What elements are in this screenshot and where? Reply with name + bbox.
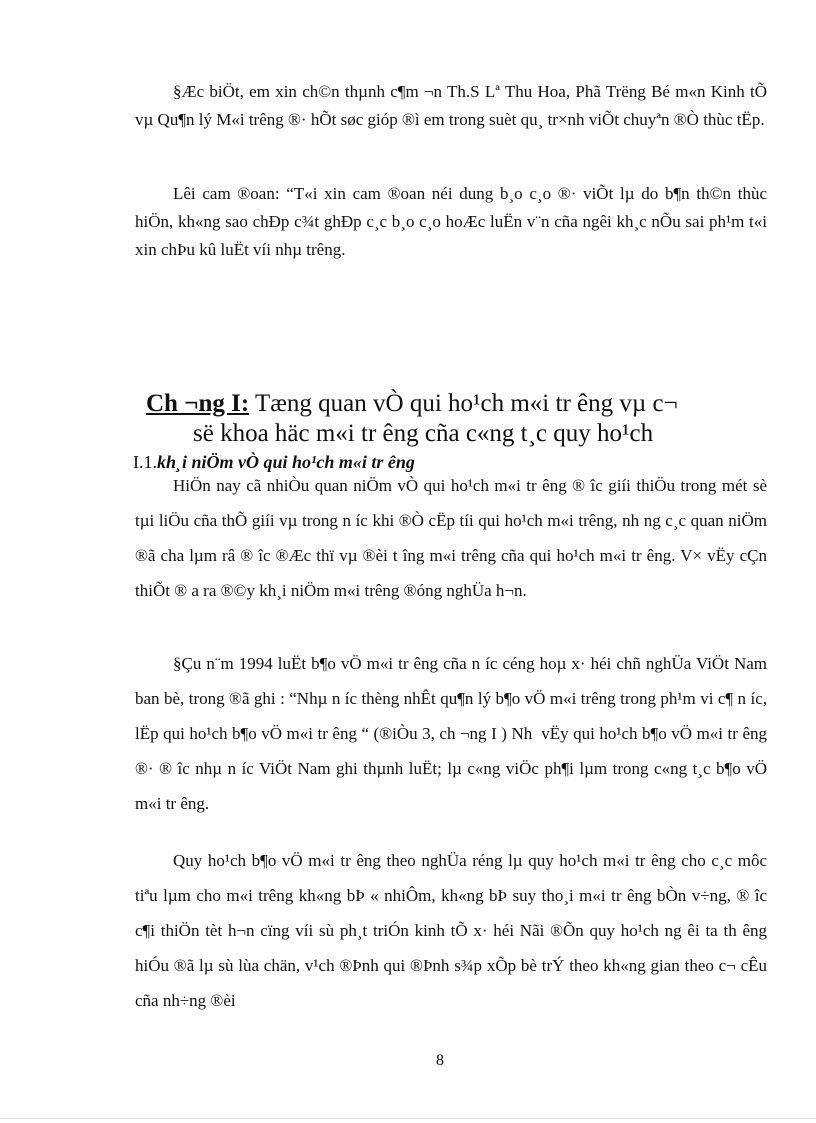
section-number: I.1. — [133, 452, 157, 472]
chapter-heading-line1 — [146, 389, 786, 419]
section-title: kh¸i niÖm vÒ qui ho¹ch m«i tr êng — [157, 452, 415, 472]
body-paragraph-2: §Çu n¨m 1994 luËt b¶o vÖ m«i tr êng cña n íc céng hoµ x· héi chñ nghÜa ViÖt Nam ban bè, trong ®ã ghi : “Nhµ n íc thèng nhÊt qu¶n lý b¶o vÖ m«i trêng trong ph¹m vi c¶ n íc, lËp qui ho¹ch b¶o vÖ m«i tr êng “ (®iÒu 3, ch ¬ng I ) Nh vËy qui ho¹ch b¶o vÖ m«i tr êng ®· ® îc nhµ n íc ViÖt Nam ghi thµnh luËt; lµ c«ng viÖc ph¶i lµm trong c«ng t¸c b¶o vÖ m«i tr êng. — [135, 654, 767, 813]
chapter-heading-line2: së khoa häc m«i tr êng cña c«ng t¸c quy ho¹ch — [193, 420, 654, 447]
page-bottom-divider — [0, 1118, 816, 1119]
chapter-label: Ch ¬ng I: — [146, 390, 250, 417]
page-number: 8 — [436, 1052, 444, 1069]
body-paragraph-3: Quy ho¹ch b¶o vÖ m«i tr êng theo nghÜa réng lµ quy ho¹ch m«i tr êng cho c¸c môc tiªu lµm cho m«i trêng kh«ng bÞ « nhiÔm, kh«ng bÞ suy tho¸i m«i tr êng bÒn v÷ng, ® îc c¶i thiÖn tèt h¬n cïng víi sù ph¸t triÓn kinh tÕ x· héi Nãi ®Õn quy ho¹ch ng êi ta th êng hiÓu ®ã lµ sù lùa chän, v¹ch ®Þnh qui ®Þnh s¾p xÕp bè trÝ theo kh«ng gian theo c¬ cÊu cña nh÷ng ®èi — [135, 851, 767, 1010]
chapter-title-part1: Tæng quan vÒ qui ho¹ch m«i tr êng vµ c¬ — [249, 390, 678, 417]
acknowledgement-paragraph: §Æc biÖt, em xin ch©n thµnh c¶m ¬n Th.S Lª Thu Hoa, Phã Trëng Bé m«n Kinh tÕ vµ Qu¶n lý M«i trêng ®· hÕt søc gióp ®ì em trong suèt qu¸ tr×nh viÕt chuyªn ®Ò thùc tËp. — [135, 82, 767, 129]
body-paragraph-1: HiÖn nay cã nhiÒu quan niÖm vÒ qui ho¹ch m«i tr êng ® îc giíi thiÖu trong mét sè tµi liÖu cña thÕ giíi vµ trong n íc khi ®Ò cËp tíi qui ho¹ch m«i trêng, nh ng c¸c quan niÖm ®ã cha lµm râ ® îc ®Æc thï vµ ®èi t îng m«i trêng cña qui ho¹ch m«i tr êng. V× vËy cÇn thiÕt ® a ra ®©y kh¸i niÖm m«i trêng ®óng nghÜa h¬n. — [135, 476, 767, 600]
pledge-paragraph: Lêi cam ®oan: “T«i xin cam ®oan néi dung b¸o c¸o ®· viÕt lµ do b¶n th©n thùc hiÖn, kh«ng sao chÐp c¾t ghÐp c¸c b¸o c¸o hoÆc luËn v¨n cña ngêi kh¸c nÕu sai ph¹m t«i xin chÞu kû luËt víi nhµ trêng. — [135, 184, 767, 259]
